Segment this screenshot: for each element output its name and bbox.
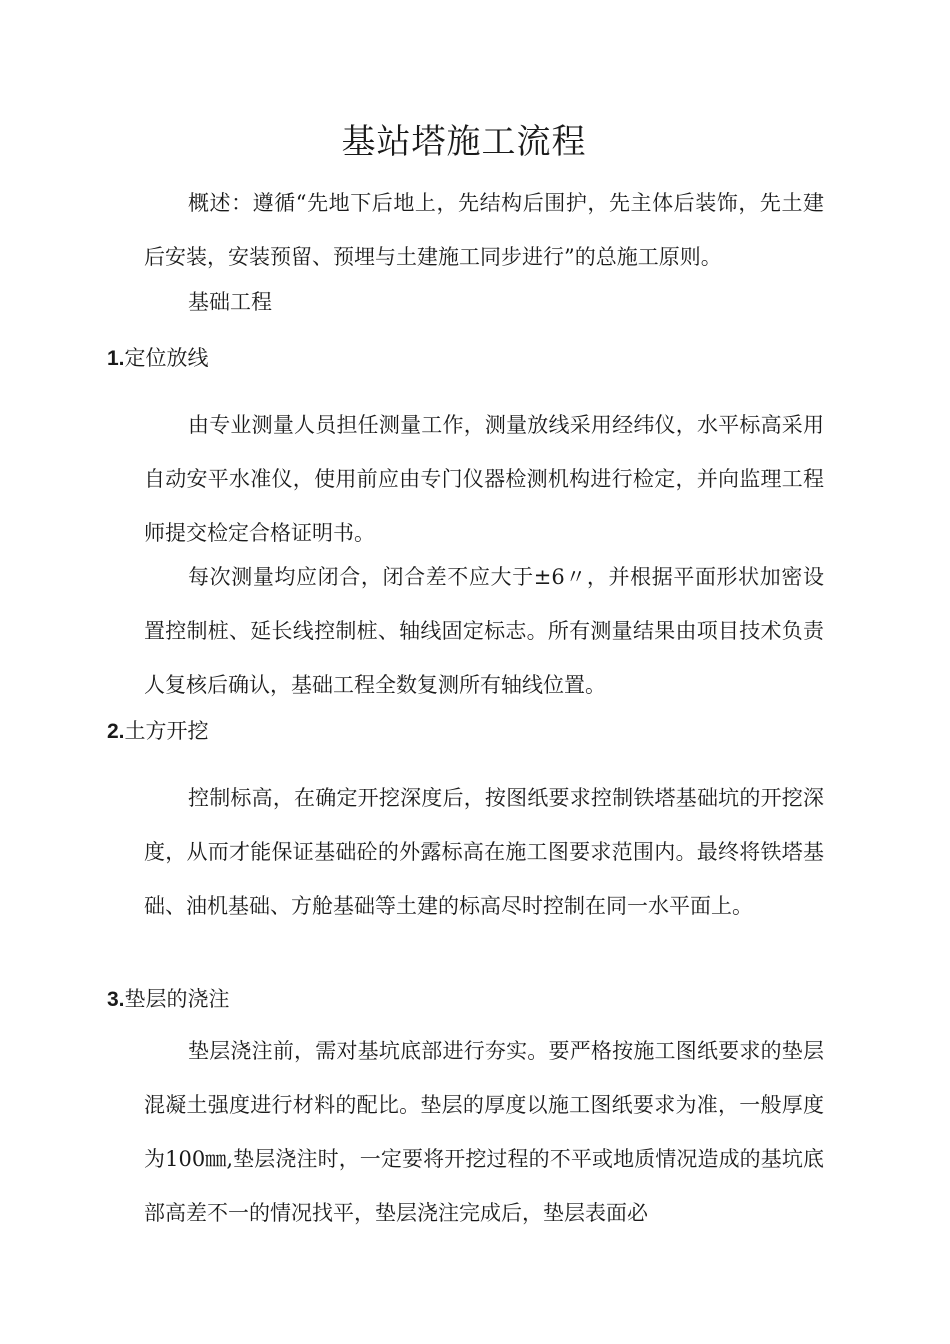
- section-3-paragraph-1: 垫层浇注前，需对基坑底部进行夯实。要严格按施工图纸要求的垫层混凝土强度进行材料的配比。垫层的厚度以施工图纸要求为准，一般厚度为100㎜,垫层浇注时，一定要将开挖过程的不平或地质情况造成的基坑底部高差不一的情况找平，垫层浇注完成后，垫层表面必: [144, 1039, 824, 1225]
- section-heading-3: [107, 972, 230, 1027]
- section-heading-1: [107, 331, 209, 386]
- section-number: 1.: [107, 347, 125, 370]
- section-label: 基础工程: [188, 290, 272, 314]
- section-number: 2.: [107, 720, 125, 743]
- overview-paragraph: 概述：遵循“先地下后地上，先结构后围护，先主体后装饰，先土建后安装，安装预留、预埋与土建施工同步进行”的总施工原则。: [144, 191, 824, 269]
- section-1-paragraph-1: 由专业测量人员担任测量工作，测量放线采用经纬仪，水平标高采用自动安平水准仪，使用前应由专门仪器检测机构进行检定，并向监理工程师提交检定合格证明书。: [144, 413, 824, 545]
- section-title: 垫层的浇注: [124, 987, 230, 1011]
- section-1-paragraph-2: 每次测量均应闭合，闭合差不应大于±6〃，并根据平面形状加密设置控制桩、延长线控制桩、轴线固定标志。所有测量结果由项目技术负责人复核后确认，基础工程全数复测所有轴线位置。: [144, 565, 824, 697]
- section-heading-2: [107, 704, 209, 759]
- section-title: 定位放线: [124, 346, 209, 370]
- section-title: 土方开挖: [124, 719, 209, 743]
- section-2-paragraph-1: 控制标高，在确定开挖深度后，按图纸要求控制铁塔基础坑的开挖深度，从而才能保证基础砼的外露标高在施工图要求范围内。最终将铁塔基础、油机基础、方舱基础等土建的标高尽时控制在同一水平面上。: [144, 786, 824, 918]
- page-title: 基站塔施工流程: [341, 122, 587, 162]
- section-number: 3.: [107, 988, 125, 1011]
